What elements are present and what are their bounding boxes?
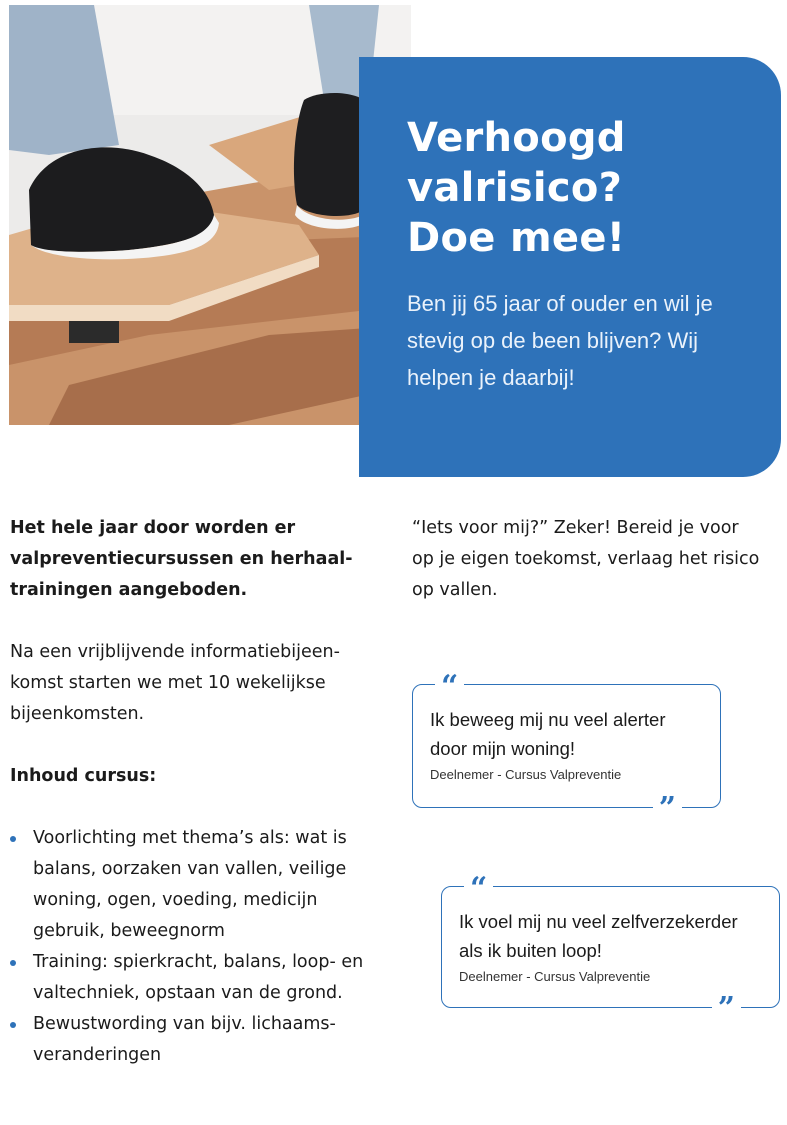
sneakers-on-balance-board-photo xyxy=(9,5,411,425)
intro-paragraph: Het hele jaar door worden er valpreventiecursussen en herhaal-trainingen aangeboden. xyxy=(10,518,353,600)
testimonial-text: Ik beweeg mij nu veel alerter door mijn woning! xyxy=(430,709,666,759)
course-content-list xyxy=(10,823,380,1071)
testimonial-card xyxy=(412,669,721,826)
hero-photo xyxy=(9,5,411,425)
info-paragraph: Na een vrijblijvende informatiebijeen-komst starten we met 10 wekelijkse bijeenkomsten. xyxy=(10,642,340,724)
open-quote-icon: “ xyxy=(435,675,464,697)
left-column xyxy=(10,513,380,1071)
testimonial-text: Ik voel mij nu veel zelfverzekerder als ik buiten loop! xyxy=(459,911,738,961)
close-quote-icon: ” xyxy=(653,797,682,819)
testimonial-author: Deelnemer - Cursus Valpreventie xyxy=(430,767,622,782)
close-quote-icon: ” xyxy=(712,997,741,1019)
list-item: Bewustwording van bijv. lichaams-veranderingen xyxy=(10,1009,380,1071)
list-item: Training: spierkracht, balans, loop- en valtechniek, opstaan van de grond. xyxy=(10,947,380,1009)
list-item: Voorlichting met thema’s als: wat is balans, oorzaken van vallen, veilige woning, ogen, voeding, medicijn gebruik, beweegnorm xyxy=(10,823,380,947)
testimonial-author: Deelnemer - Cursus Valpreventie xyxy=(459,969,651,984)
hero-subtitle: Ben jij 65 jaar of ouder en wil je stevig op de been blijven? Wij helpen je daarbij! xyxy=(407,291,713,390)
hero-callout xyxy=(359,57,781,477)
testimonial-card xyxy=(441,871,780,1026)
open-quote-icon: “ xyxy=(464,877,493,899)
right-intro-paragraph: “Iets voor mij?” Zeker! Bereid je voor op je eigen toekomst, verlaag het risico op vallen. xyxy=(412,518,760,600)
course-heading: Inhoud cursus: xyxy=(10,766,157,786)
hero-title: Verhoogd valrisico? Doe mee! xyxy=(407,115,626,261)
